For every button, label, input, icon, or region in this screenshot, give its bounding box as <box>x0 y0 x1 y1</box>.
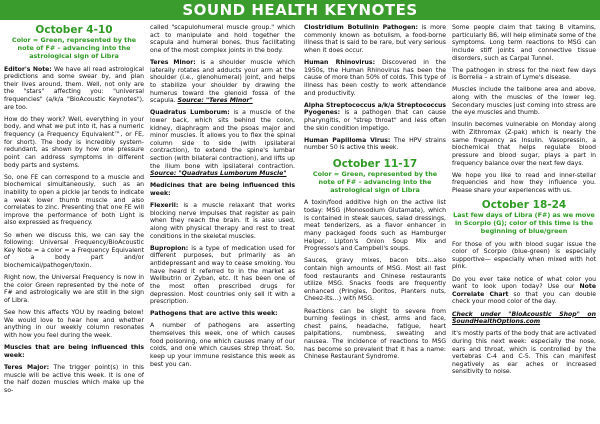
body-parts-paragraph: It's mostly parts of the body that are activated during this next week: especially the nose, ears and throat, which is controlled by the vertebras C-4 and C-5. This can manifest negatively as ear aches or increased sensitivity to noise. <box>452 330 596 376</box>
teres-major-lead: Teres Major: <box>4 363 50 371</box>
pathogens-heading-text: Pathogens that are active this week: <box>150 310 278 318</box>
bioacoustic-shop-link[interactable]: Check under "BioAcoustic Shop" on SoundHealthOptions.com <box>452 310 596 326</box>
editors-note-paragraph <box>4 66 144 112</box>
streptococcus-body: is a pathogen that can cause pharyngitis, or "strep throat" and less often the skin condition impetigo. <box>304 109 446 132</box>
check-shop-paragraph <box>452 311 596 326</box>
color-notice-paragraph <box>452 276 596 307</box>
color-notice-post: so that you can double check your mood color of the day. <box>452 290 596 306</box>
streptococcus-lead: Alpha Streptococcus a/k/a Streptococcus Pyogenes: <box>304 101 446 117</box>
quadratus-body: is a muscle of the lower back, which sits behind the colon, kidney, diaphragm and the psoas major and minor muscles. It allows you to flex the spinal column side to side (with ipsilateral contraction), to extend the spine's lumbar section (with bilateral contraction), and lifts up the ilium bone with ipsilateral contraction. <box>150 109 295 170</box>
b-vitamins-paragraph: Some people claim that taking B vitamins, particularly B6, will help eliminate some of the symptoms. Long term reactions to MSG can include stiff joints and connective tissue disorders, such as Carpal Tunnel. <box>452 24 596 62</box>
teres-minor-lead: Teres Minor: <box>150 59 196 66</box>
insulin-paragraph: Insulin becomes vulnerable on Monday along with Zithromax (Z-pak) which is nearly the same frequency as Insulin. Vasopressin, a biochemical that helps regulate blood pressure and blood sugar, plays a part in frequency balance over the next few days. <box>452 121 596 167</box>
rhinovirus-lead: Human Rhinovirus: <box>304 59 376 66</box>
quadratus-lumborum-paragraph <box>150 109 295 178</box>
pathogens-heading <box>150 310 295 318</box>
muscles-tailbone-paragraph: Muscles include the tailbone area and above, along with the muscles of the lower leg. Secondary muscles just coming into stress are the eye muscles and thumb. <box>452 86 596 117</box>
borrelia-paragraph: The pathogen in stress for the next few days is Borrelia – a strain of Lyme's disease. <box>452 66 596 82</box>
muscles-heading-text: Muscles that are being influenced this week: <box>4 344 144 359</box>
rhinovirus-paragraph <box>304 59 446 97</box>
fe-correlation-paragraph: So, one FE can correspond to a muscle and biochemical simultaneously, such as an inability to open a pickle jar tends to indicate a weak lower thumb muscle and also correlates to zinc. Presenting that one FE will improve the performance of both Light is also expressed as frequency. <box>4 173 144 227</box>
streptococcus-paragraph <box>304 102 446 133</box>
teres-major-paragraph <box>4 364 144 395</box>
column-1 <box>4 24 144 424</box>
bupropion-body: is a type of medication used for different purposes, but primarily as an antidepressant and way to cease smoking. You have heard it referred to in the market as Wellbutrin or Zyban, etc. It has been one of the most often prescribed drugs for depression. Most countries only sell it with a prescription. <box>150 244 295 306</box>
rhinovirus-body: Discovered in the 1950s, the Human Rhinovirus has been the cause of more than 50% of colds. This type of illness has been costly to work attendance and productivity. <box>304 59 446 97</box>
muscles-heading <box>4 344 144 359</box>
sauces-paragraph: Sauces, gravy mixes, bacon bits…also contain high amounts of MSG. Most all fast food restaurants and Chinese restaurants utilize MSG. Snacks foods are frequently enhanced (Pringles, Doritos, Planters nuts, Cheez-Its…) with MSG. <box>304 257 446 303</box>
blood-sugar-paragraph: For those of you with blood sugar issue the color of Scorpio (blue-green) is especially supportive— especially when mixed with hot pink. <box>452 240 596 271</box>
color-notice-pre: Do you ever take notice of what color you want to look upon today? Use our <box>452 275 596 291</box>
botulinum-body: is more commonly known as botulism, a food-borne illness that is said to be rare, but very serious when it does occur. <box>304 24 446 54</box>
section-subtitle-oct-18-24: Last few days of Libra (F#) as we move in Scorpio (G); color of this time is the beginning of blue/green <box>453 211 595 235</box>
how-they-work-paragraph: How do they work? Well, everything in your body, and what we put into it, has a numeric frequency (a Frequency Equivalent™, or FE, for short). The body is incredibly system-redundant, as shown by how one pressure point can address symptoms in different body parts and systems. <box>4 115 144 169</box>
msg-paragraph: A toxin/food additive high on the active list today: MSG (Monosodium Glutamate), which is contained in steak sauces, salad dressings, meat tenderizers, as a flavor enhancer in many packaged foods such as Hamburger Helper, Lipton's Onion Soup Mix and Progresso's and Campbell's soups. <box>304 199 446 253</box>
teres-minor-paragraph <box>150 59 295 105</box>
bupropion-lead: Bupropion: <box>150 244 189 252</box>
editors-note-body: We have all read astrological predictions and some swear by, and plan their lives around, them. Well, not only are the "stars" affecting you: "universal frequencies" (a/k/a "BioAcoustic Keynotes"), are too. <box>4 65 144 111</box>
current-frequency-paragraph: Right now, the Universal Frequency is now in the color Green represented by the note of F# and astrologically we are still in the sign of Libra. <box>4 274 144 304</box>
section-subtitle-oct-11-17: Color = Green, represented by the note of F# – advancing into the astrological sign of Libra <box>312 169 438 194</box>
share-experiences-paragraph: We hope you like to read and inner-stellar frequencies and how they influence you. Please share your experiences with us. <box>452 171 596 194</box>
medicines-heading-text: Medicines that are being influenced this week: <box>150 182 295 197</box>
papilloma-lead: Human Papilloma Virus: <box>304 136 391 144</box>
flexeril-paragraph <box>150 202 295 240</box>
botulinum-paragraph <box>304 24 446 55</box>
editors-note-lead: Editor's Note: <box>4 65 52 73</box>
bupropion-paragraph <box>150 245 295 306</box>
section-date-oct-11-17: October 11-17 <box>332 157 418 170</box>
quadratus-source: Source: "Quadratus Lumborum Muscle" <box>150 170 287 178</box>
flexeril-lead: Flexeril: <box>150 202 179 210</box>
teres-minor-body: is a shoulder muscle which laterally rotates and adducts your arm at the shoulder (i.e., glenohumeral) joint, and helps to stabilize your shoulder by drawing the humerus toward the glenoid fossa of the scapula. <box>150 59 295 105</box>
universal-frequency-definition: So when we discuss this, we can say the following: Universal Frequency/BioAcoustic Key Note = a color = a Frequency Equivalent of a body part and/or biochemical/pathogen/toxin. <box>4 231 144 269</box>
papilloma-paragraph <box>304 137 446 152</box>
newsletter-title: SOUND HEALTH KEYNOTES <box>182 1 418 19</box>
section-subtitle-oct-4-10: Color = Green, represented by the note of F# – advancing into the astrological sign of Libra <box>11 36 137 60</box>
pathogens-paragraph: A number of pathogens are asserting themselves this week, one of which causes food poisoning, one which causes many of our colds, and one which causes strep throat. So, keep up your immune resistance this week as best you can. <box>150 322 295 368</box>
teres-minor-source: Source: "Teres Minor" <box>177 97 253 105</box>
reader-invite-paragraph: See how this affects YOU by reading below! We would love to hear how and whether anything in our weekly column resonates with how you feel during the week. <box>4 309 144 339</box>
newsletter-banner <box>0 0 600 20</box>
note-correlate-chart-link[interactable]: Note Correlate Chart <box>452 283 596 298</box>
flexeril-body: is a muscle relaxant that works blocking nerve impulses that register as pain when they reach the brain. It is also used, along with physical therapy and rest to treat conditions in the skeletal muscles. <box>150 202 295 240</box>
teres-major-body: The trigger point(s) in this muscle will be active this week. It is one of the half dozen muscles which make up the so- <box>4 363 144 394</box>
section-date-oct-4-10: October 4-10 <box>35 24 113 36</box>
section-date-oct-18-24: October 18-24 <box>481 199 567 211</box>
scapulohumeral-paragraph: called "scapulohumeral muscle group." which act to manipulate and hold together the scapula and humeral bones, thus facilitating one of the most complex joints in the body. <box>150 24 295 54</box>
botulinum-lead: Clostridium Botulinin Pathogen: <box>304 24 419 31</box>
reactions-paragraph: Reactions can be slight to severe from burning feelings in chest, arms and face, chest pains, headache, fatigue, heart palpitations, numbness, sweating and nausea. The incidence of reactions to MSG has become so prevalent that it has a name: Chinese Restaurant Syndrome. <box>304 307 446 361</box>
quadratus-lead: Quadratus Lumborum: <box>150 109 230 117</box>
medicines-heading <box>150 182 295 197</box>
column-2 <box>150 24 295 424</box>
papilloma-body: The HPV strains number 50 is active this week. <box>304 136 446 152</box>
column-4 <box>452 24 596 424</box>
column-3 <box>304 24 446 424</box>
